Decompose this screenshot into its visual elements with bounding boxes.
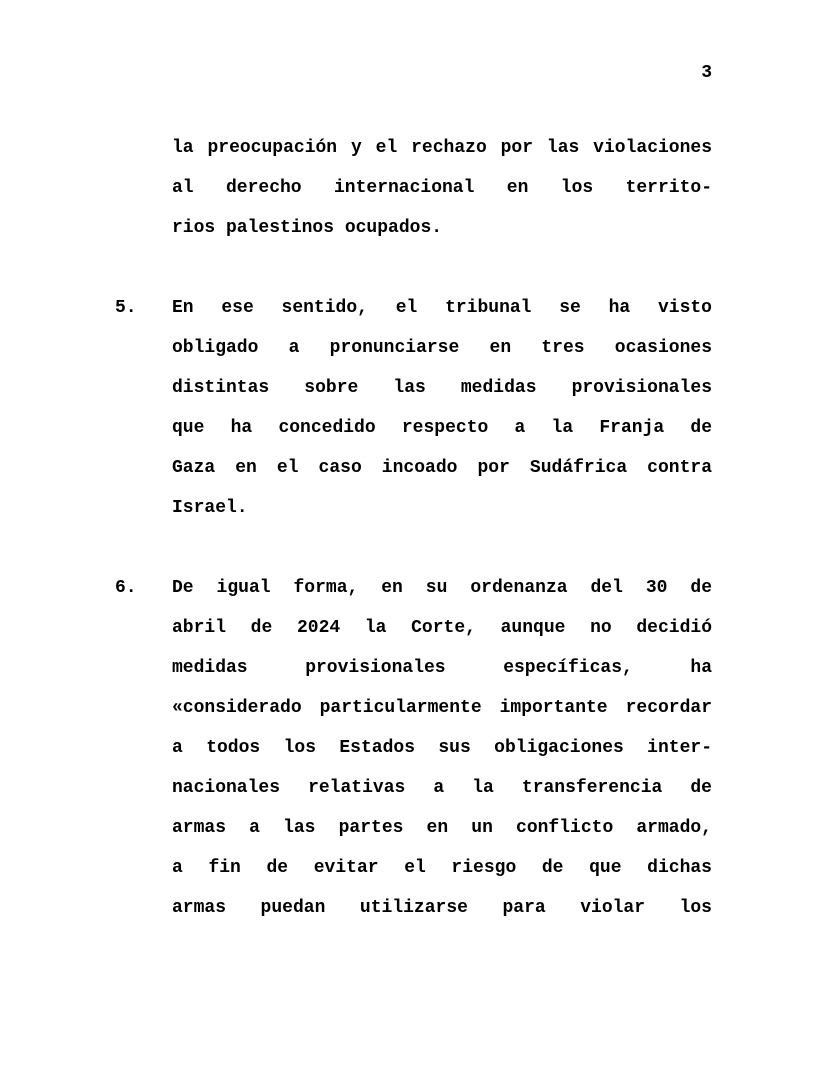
text-line: la preocupación y el rechazo por las violaciones: [172, 138, 712, 158]
text-line: a fin de evitar el riesgo de que dichas: [172, 858, 712, 878]
text-line: Gaza en el caso incoado por Sudáfrica contra: [172, 458, 712, 478]
paragraph-number: [115, 128, 172, 248]
text-line: armas a las partes en un conflicto armado,: [172, 818, 712, 838]
paragraph-text: [172, 288, 712, 528]
text-line: nacionales relativas a la transferencia de: [172, 778, 712, 798]
paragraph-text: [172, 128, 712, 248]
text-line: que ha concedido respecto a la Franja de: [172, 418, 712, 438]
page-number: 3: [701, 63, 712, 83]
text-line: armas puedan utilizarse para violar los: [172, 898, 712, 918]
text-line: «considerado particularmente importante recordar: [172, 698, 712, 718]
text-line: abril de 2024 la Corte, aunque no decidió: [172, 618, 712, 638]
text-line: En ese sentido, el tribunal se ha visto: [172, 298, 712, 318]
paragraph-text: [172, 568, 712, 928]
text-line: De igual forma, en su ordenanza del 30 de: [172, 578, 712, 598]
text-line: a todos los Estados sus obligaciones inter-: [172, 738, 712, 758]
text-line: rios palestinos ocupados.: [172, 218, 443, 238]
paragraph-6: [115, 568, 712, 928]
text-line: Israel.: [172, 498, 248, 518]
text-line: al derecho internacional en los territo-: [172, 178, 712, 198]
text-line: distintas sobre las medidas provisionales: [172, 378, 712, 398]
document-body: [115, 128, 712, 968]
paragraph-number: 6.: [115, 578, 137, 598]
paragraph-5: [115, 288, 712, 528]
text-line: obligado a pronunciarse en tres ocasiones: [172, 338, 712, 358]
text-line: medidas provisionales específicas, ha: [172, 658, 712, 678]
paragraph-number: 5.: [115, 298, 137, 318]
paragraph-continuation: [115, 128, 712, 248]
